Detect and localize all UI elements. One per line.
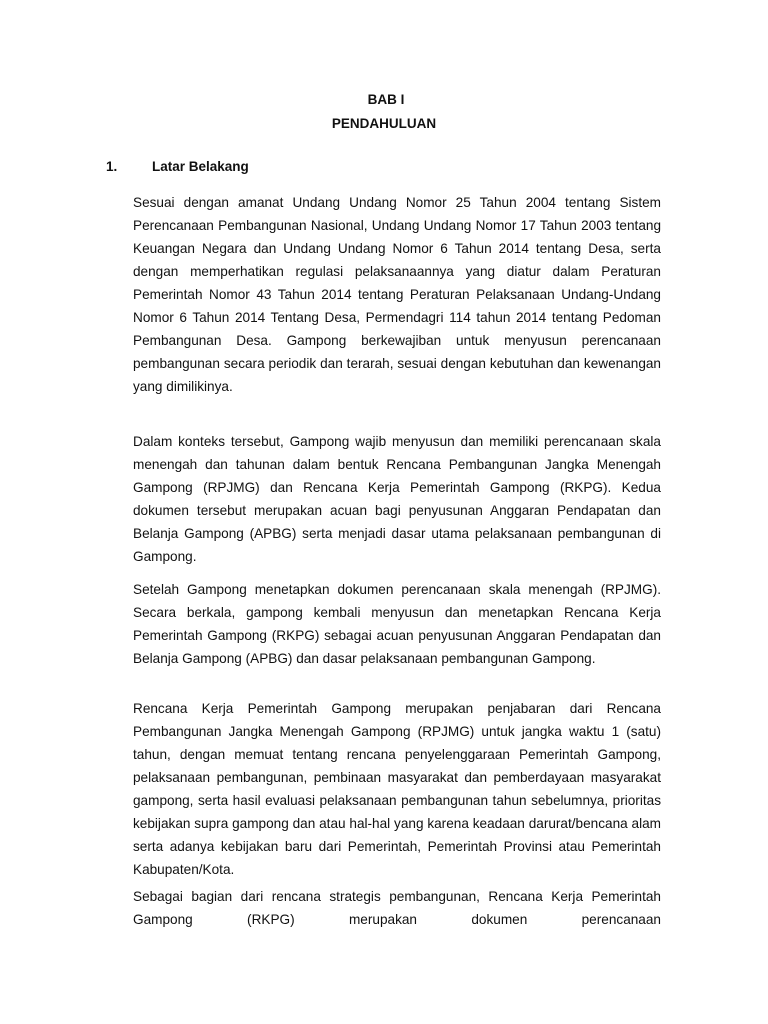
paragraph-text: Setelah Gampong menetapkan dokumen perencanaan skala menengah (RPJMG). Secara berkala, gampong kembali menyusun dan menetapkan Rencana Kerja Pemerintah Gampong (RKPG) sebagai acuan penyusunan Anggaran Pendapatan dan Belanja Gampong (APBG) dan dasar pelaksanaan pembangunan Gampong. <box>133 582 661 666</box>
paragraph <box>133 885 661 931</box>
paragraph-text: Sesuai dengan amanat Undang Undang Nomor 25 Tahun 2004 tentang Sistem Perencanaan Pembangunan Nasional, Undang Undang Nomor 17 Tahun 2003 tentang Keuangan Negara dan Undang Undang Nomor 6 Tahun 2014 tentang Desa, serta dengan memperhatikan regulasi pelaksanaannya yang diatur dalam Peraturan Pemerintah Nomor 43 Tahun 2014 tentang Peraturan Pelaksanaan Undang-Undang Nomor 6 Tahun 2014 Tentang Desa, Permendagri 114 tahun 2014 tentang Pedoman Pembangunan Desa. Gampong berkewajiban untuk menyusun perencanaan pembangunan secara periodik dan terarah, sesuai dengan kebutuhan dan kewenangan yang dimilikinya. <box>133 195 661 394</box>
paragraph <box>133 191 661 398</box>
section-number: 1. <box>106 159 118 174</box>
paragraph <box>133 430 661 568</box>
chapter-title: PENDAHULUAN <box>331 116 437 131</box>
section-title: Latar Belakang <box>152 159 249 174</box>
paragraph <box>133 697 661 881</box>
paragraph-text: Rencana Kerja Pemerintah Gampong merupakan penjabaran dari Rencana Pembangunan Jangka Menengah Gampong (RPJMG) untuk jangka waktu 1 (satu) tahun, dengan memuat tentang rencana penyelenggaraan Pemerintah Gampong, pelaksanaan pembangunan, pembinaan masyarakat dan pemberdayaan masyarakat gampong, serta hasil evaluasi pelaksanaan pembangunan tahun sebelumnya, prioritas kebijakan supra gampong dan atau hal-hal yang karena keadaan darurat/bencana alam serta adanya kebijakan baru dari Pemerintah, Pemerintah Provinsi atau Pemerintah Kabupaten/Kota. <box>133 701 661 877</box>
paragraph-text: Sebagai bagian dari rencana strategis pembangunan, Rencana Kerja Pemerintah Gampong (RKPG) merupakan dokumen perencanaan <box>133 889 661 927</box>
paragraph-text: Dalam konteks tersebut, Gampong wajib menyusun dan memiliki perencanaan skala menengah dan tahunan dalam bentuk Rencana Pembangunan Jangka Menengah Gampong (RPJMG) dan Rencana Kerja Pemerintah Gampong (RKPG). Kedua dokumen tersebut merupakan acuan bagi penyusunan Anggaran Pendapatan dan Belanja Gampong (APBG) serta menjadi dasar utama pelaksanaan pembangunan di Gampong. <box>133 434 661 564</box>
chapter-label: BAB I <box>367 92 405 107</box>
paragraph <box>133 578 661 670</box>
